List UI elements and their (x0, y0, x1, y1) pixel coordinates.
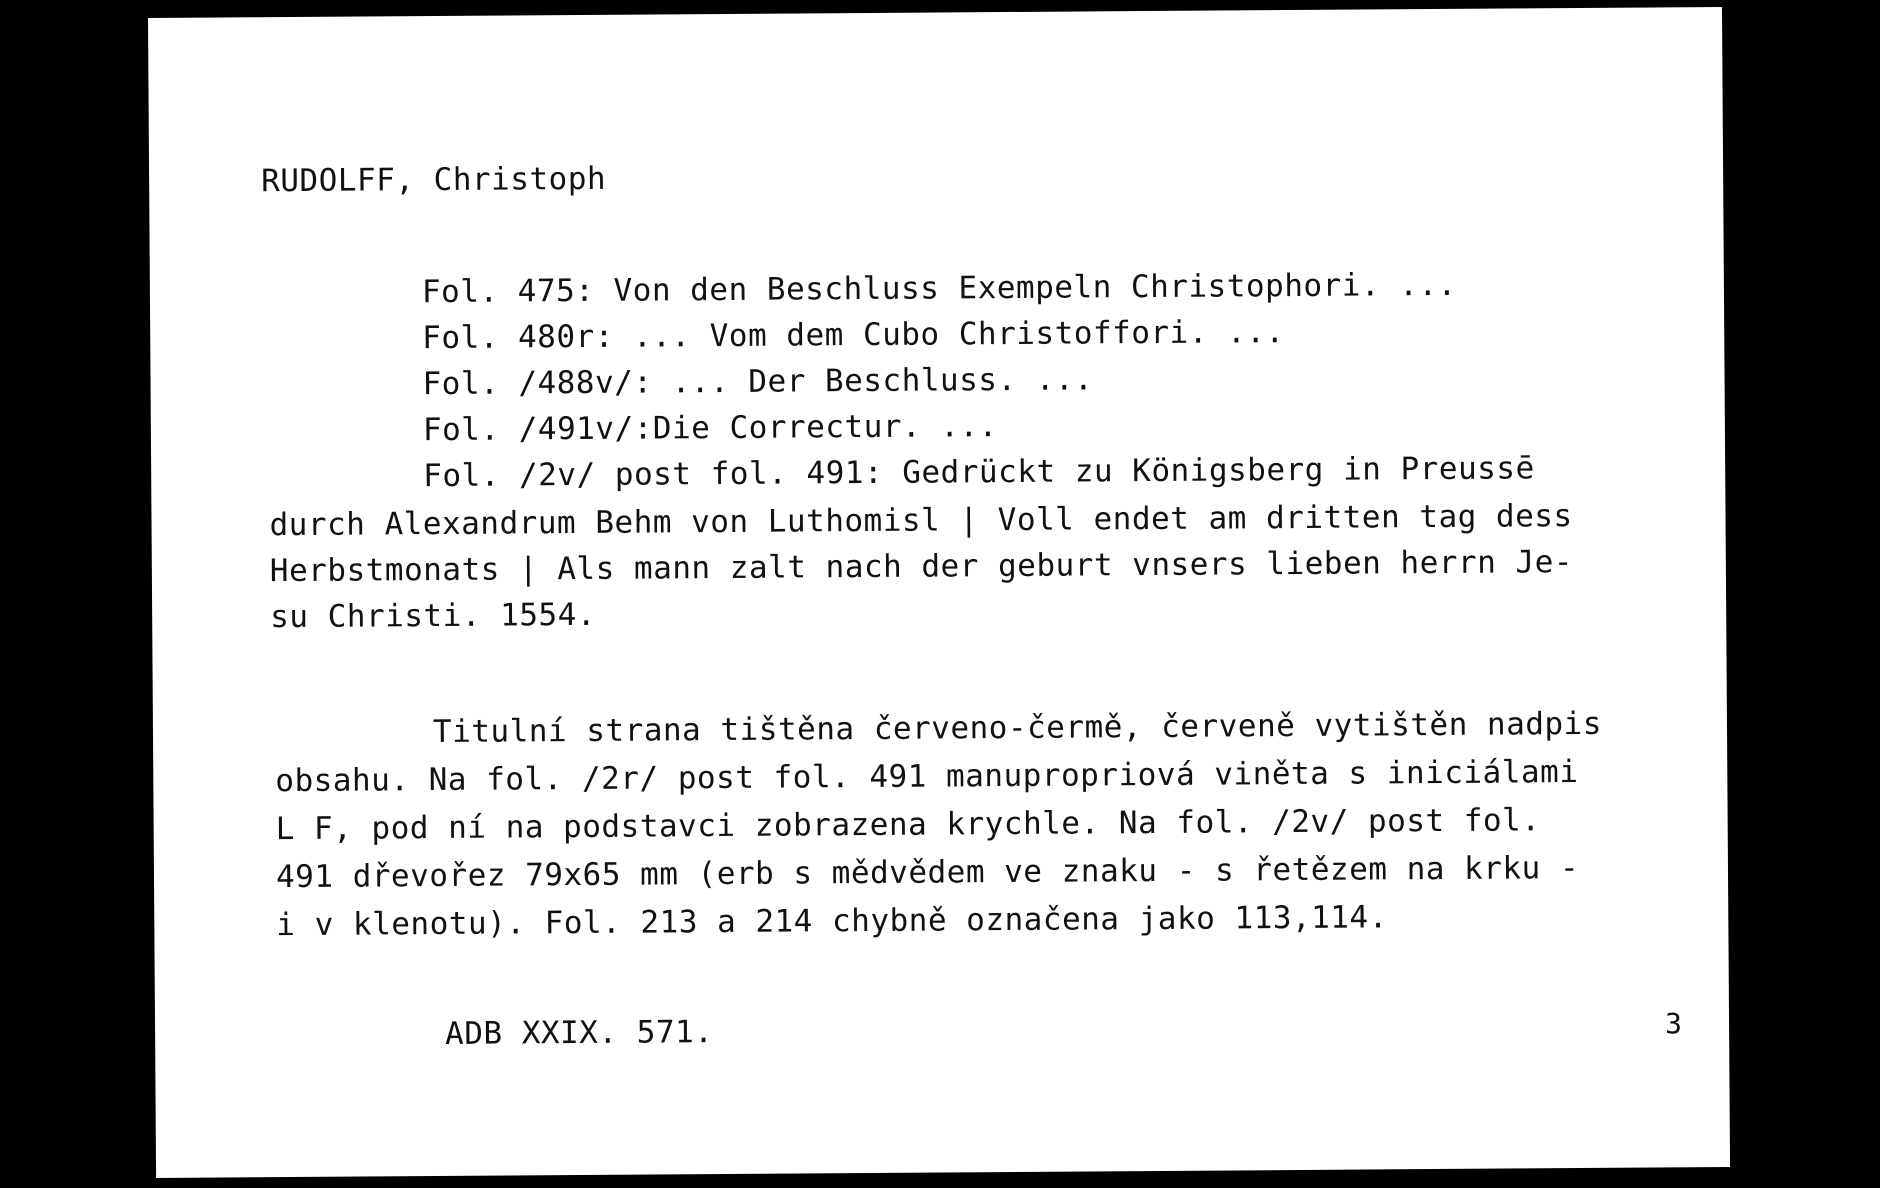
fol-line: Fol. 480r: ... Vom dem Cubo Christoffori. ... (422, 314, 1285, 357)
description-line: i v klenotu). Fol. 213 a 214 chybně označena jako 113,114. (276, 899, 1388, 944)
reference-line: ADB XXIX. 571. (444, 1014, 714, 1052)
colophon-line: durch Alexandrum Behm von Luthomisl | Voll endet am dritten tag dess (269, 498, 1573, 544)
catalog-card (148, 7, 1730, 1178)
fol-line: Fol. /491v/:Die Correctur. ... (422, 408, 998, 449)
description-line: L F, pod ní na podstavci zobrazena krychle. Na fol. /2v/ post fol. (275, 802, 1541, 848)
colophon-line: Herbstmonats | Als mann zalt nach der geburt vnsers lieben herrn Je- (269, 544, 1574, 590)
description-line: Titulní strana tištěna červeno-čermě, červeně vytištěn nadpis (432, 705, 1603, 751)
colophon-line: su Christi. 1554. (270, 596, 597, 636)
description-line: 491 dřevořez 79x65 mm (erb s mědvědem ve znaku - s řetězem na krku - (275, 850, 1580, 896)
fol-line: Fol. 475: Von den Beschluss Exempeln Christophori. ... (421, 266, 1457, 311)
page-number: 3 (1664, 1007, 1683, 1041)
fol-line: Fol. /2v/ post fol. 491: Gedrückt zu Königsberg in Preussē (423, 450, 1535, 495)
fol-line: Fol. /488v/: ... Der Beschluss. ... (422, 361, 1094, 403)
description-line: obsahu. Na fol. /2r/ post fol. 491 manupropriová viněta s iniciálami (275, 754, 1579, 800)
card-heading: RUDOLFF, Christoph (261, 160, 607, 200)
